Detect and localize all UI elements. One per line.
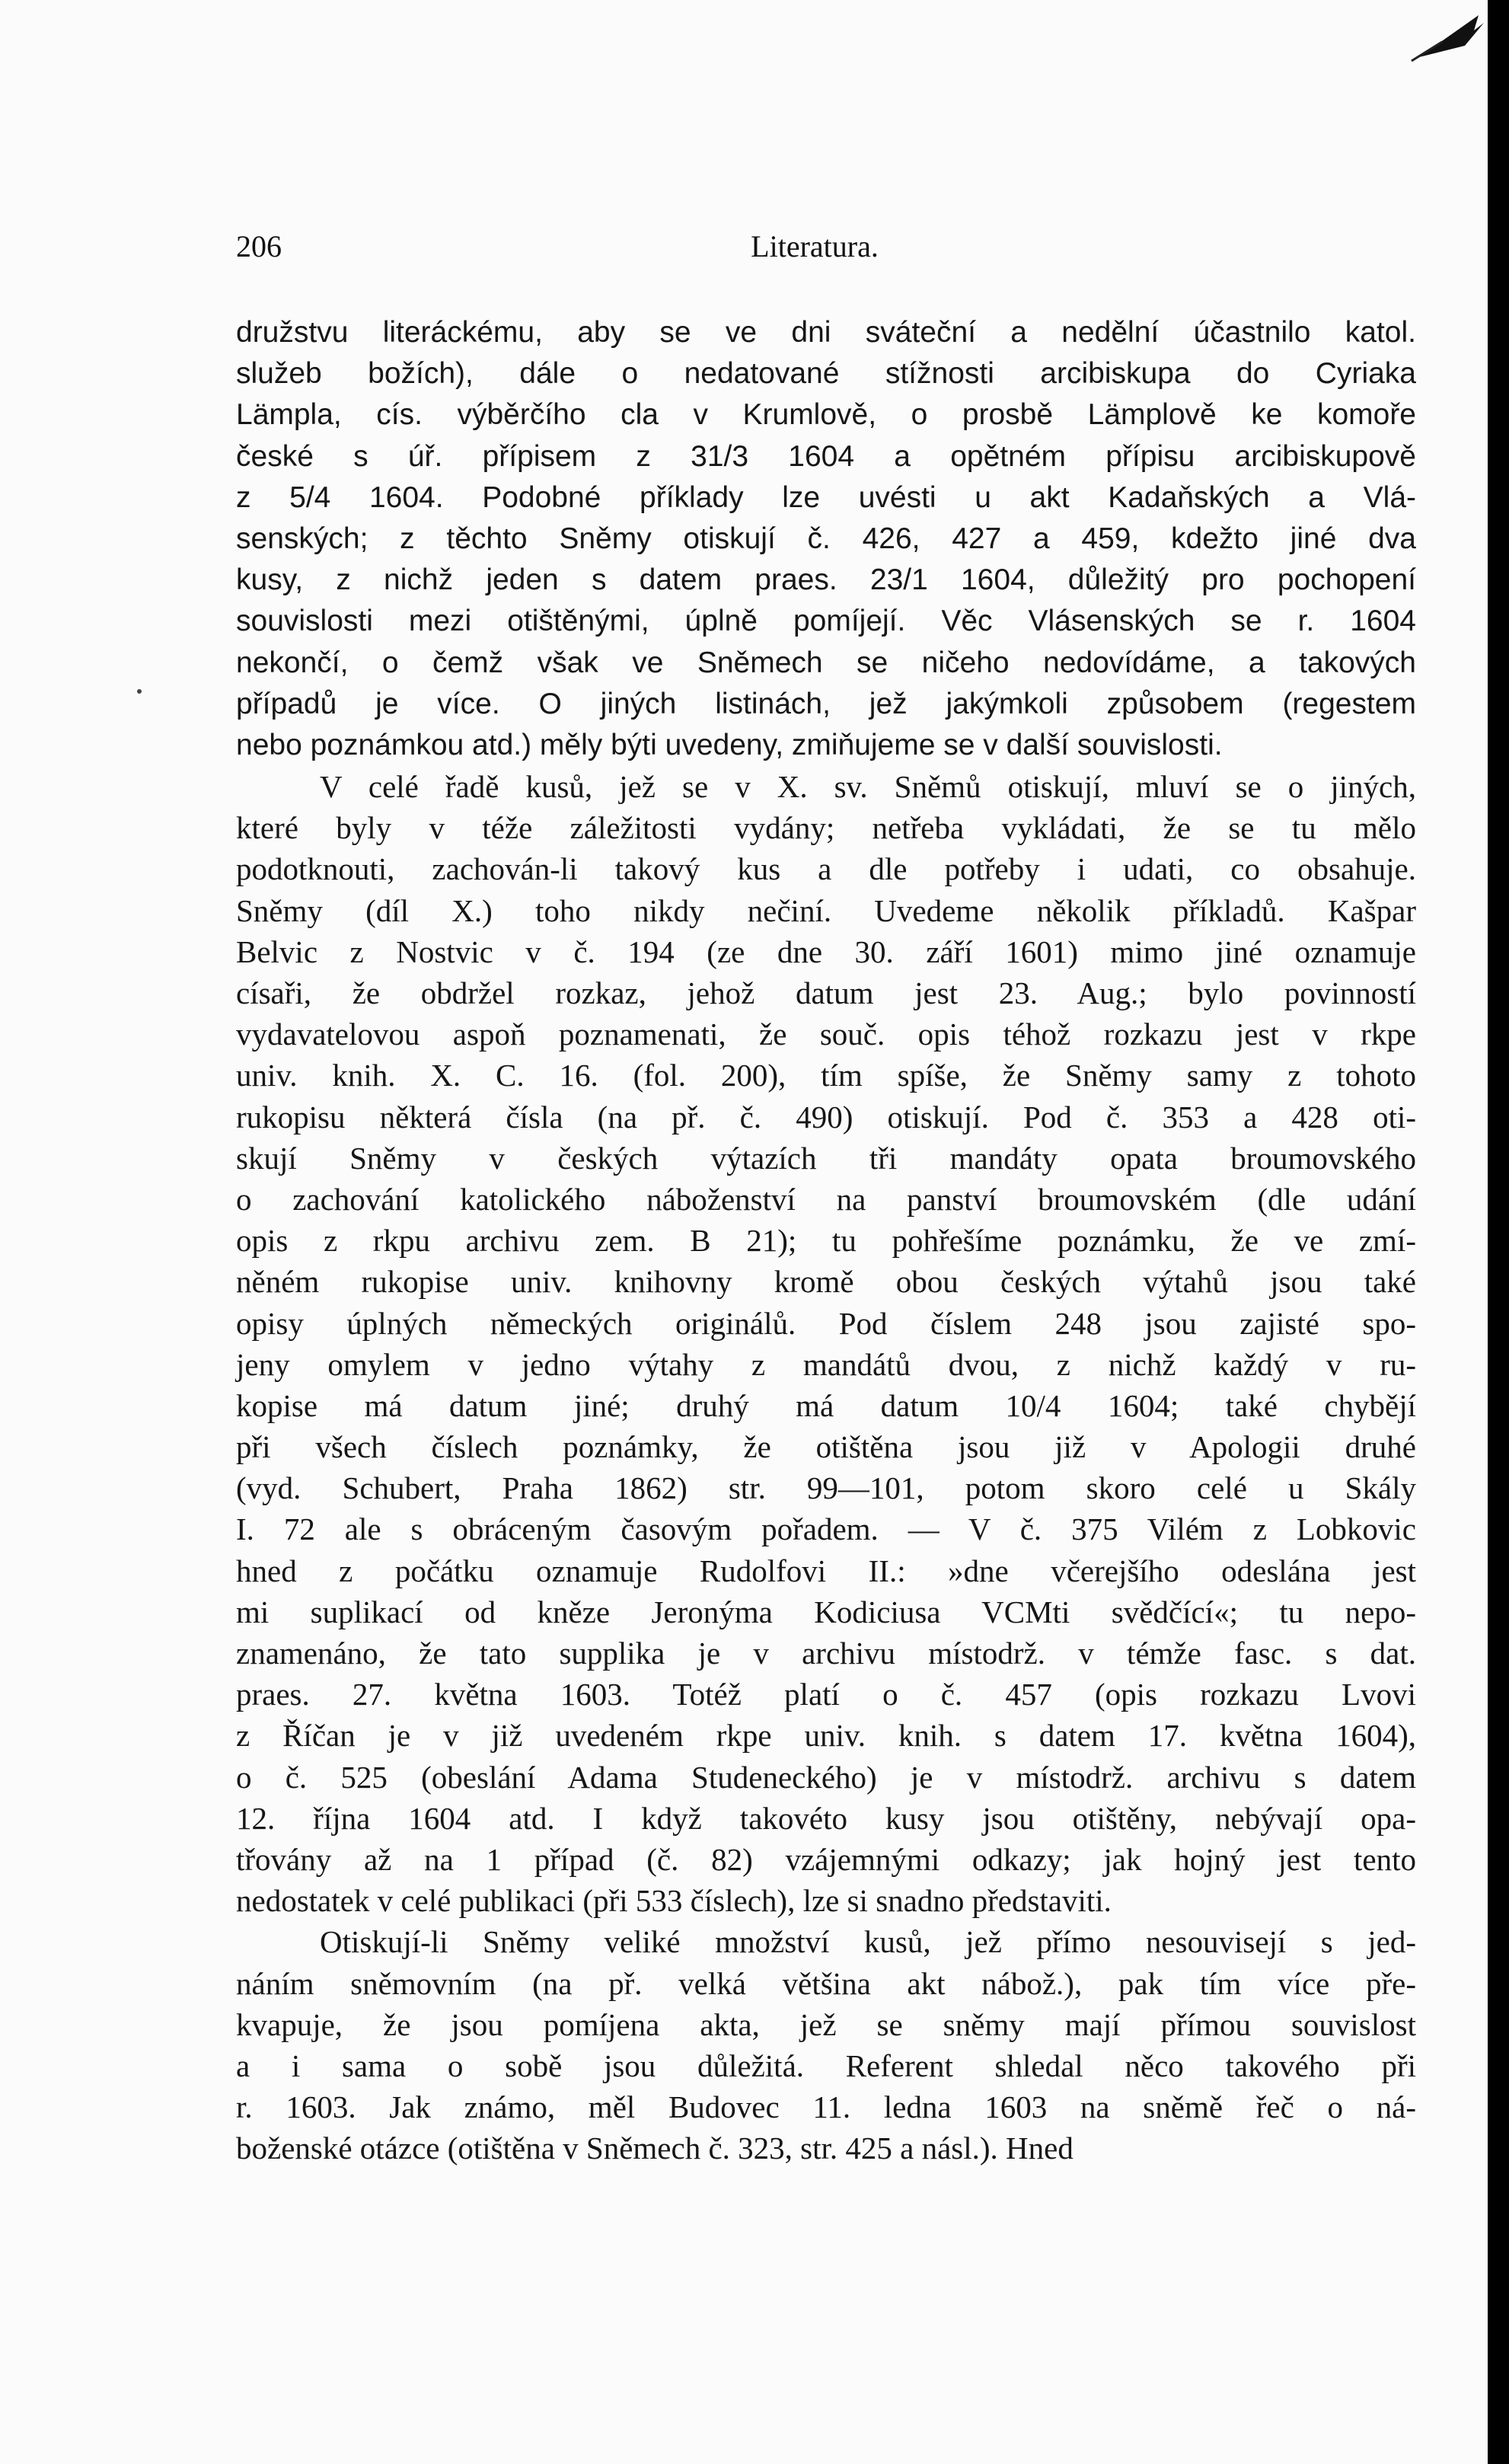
text-line: z 5/4 1604. Podobné příklady lze uvésti u akt Kadaňských a Vlá- [236,480,1416,514]
text-line: služeb božích), dále o nedatované stížnosti arcibiskupa do Cyriaka [236,357,1416,391]
text-line: znamenáno, že tato supplika je v archivu místodrž. v témže fasc. s dat. [236,1636,1416,1671]
text-line: (vyd. Schubert, Praha 1862) str. 99—101, potom skoro celé u Skály [236,1470,1416,1506]
text-line: nekončí, o čemž však ve Sněmech se ničeho nedovídáme, a takových [236,646,1416,679]
text-line: Otiskují-li Sněmy veliké množství kusů, jež přímo nesouvisejí s jed- [320,1924,1416,1960]
text-line: opisy úplných německých originálů. Pod číslem 248 jsou zajisté spo- [236,1305,1416,1341]
text-line: boženské otázce (otištěna v Sněmech č. 323, str. 425 a násl.). Hned [236,2130,1074,2166]
page-header [236,228,1393,274]
text-line: něném rukopise univ. knihovny kromě obou českých výtahů jsou také [236,1264,1416,1300]
text-line: rukopisu některá čísla (na př. č. 490) otiskují. Pod č. 353 a 428 oti- [236,1099,1416,1135]
text-line: které byly v téže záležitosti vydány; netřeba vykládati, že se tu mělo [236,810,1416,846]
text-line: praes. 27. května 1603. Totéž platí o č. 457 (opis rozkazu Lvovi [236,1677,1416,1712]
text-line: Belvic z Nostvic v č. 194 (ze dne 30. září 1601) mimo jiné oznamuje [236,934,1416,969]
running-title: Literatura. [751,229,879,263]
text-line: 12. října 1604 atd. I když takovéto kusy jsou otištěny, nebývají opa- [236,1800,1416,1836]
text-line: třovány až na 1 případ (č. 82) vzájemnými odkazy; jak hojný jest tento [236,1841,1416,1877]
text-line: české s úř. přípisem z 31/3 1604 a opětném přípisu arcibiskupově [236,439,1416,473]
text-line: případů je více. O jiných listinách, jež jakýmkoli způsobem (regestem [236,687,1416,720]
text-line: opis z rkpu archivu zem. B 21); tu pohřešíme poznámku, že ve zmí- [236,1223,1416,1259]
text-line: univ. knih. X. C. 16. (fol. 200), tím spíše, že Sněmy samy z tohoto [236,1058,1416,1093]
text-line: a i sama o sobě jsou důležitá. Referent shledal něco takového při [236,2047,1416,2083]
text-line: družstvu literáckému, aby se ve dni sváteční a nedělní účastnilo katol. [236,316,1416,349]
text-line: vydavatelovou aspoň poznamenati, že souč. opis téhož rozkazu jest v rkpe [236,1017,1416,1052]
page-number: 206 [236,229,282,263]
text-line: Sněmy (díl X.) toho nikdy nečiní. Uvedeme několik příkladů. Kašpar [236,892,1416,928]
text-line: nedostatek v celé publikaci (při 533 číslech), lze si snadno představiti. [236,1883,1112,1919]
text-line: hned z počátku oznamuje Rudolfovi II.: »dne včerejšího odeslána jest [236,1553,1416,1588]
margin-dot [137,689,142,694]
text-line: kusy, z nichž jeden s datem praes. 23/1 1604, důležitý pro pochopení [236,563,1416,597]
text-line: císaři, že obdržel rozkaz, jehož datum jest 23. Aug.; bylo povinností [236,975,1416,1010]
text-line: o č. 525 (obeslání Adama Studeneckého) je v místodrž. archivu s datem [236,1759,1416,1795]
text-line: jeny omylem v jedno výtahy z mandátů dvou, z nichž každý v ru- [236,1346,1416,1382]
text-line: r. 1603. Jak známo, měl Budovec 11. ledna 1603 na sněmě řeč o ná- [236,2089,1416,2125]
text-line: kopise má datum jiné; druhý má datum 10/4 1604; také chybějí [236,1387,1416,1423]
text-line: o zachování katolického náboženství na panství broumovském (dle udání [236,1181,1416,1217]
scan-corner-mark [1389,0,1488,91]
text-line: při všech číslech poznámky, že otištěna jsou již v Apologii druhé [236,1429,1416,1465]
text-line: Lämpla, cís. výběrčího cla v Krumlově, o prosbě Lämplově ke komoře [236,398,1416,432]
text-line: senských; z těchto Sněmy otiskují č. 426, 427 a 459, kdežto jiné dva [236,522,1416,555]
text-line: skují Sněmy v českých výtazích tři mandáty opata broumovského [236,1140,1416,1176]
scan-border [1488,0,1509,2464]
text-line: V celé řadě kusů, jež se v X. sv. Sněmů otiskují, mluví se o jiných, [320,769,1416,805]
body-text [236,312,1416,2169]
text-line: kvapuje, že jsou pomíjena akta, jež se sněmy mají přímou souvislost [236,2006,1416,2042]
text-line: mi suplikací od kněze Jeronýma Kodiciusa VCMti svědčící«; tu nepo- [236,1594,1416,1629]
text-line: z Říčan je v již uvedeném rkpe univ. knih. s datem 17. května 1604), [236,1718,1416,1754]
text-line: souvislosti mezi otištěnými, úplně pomíjejí. Věc Vlásenských se r. 1604 [236,605,1416,638]
text-line: náním sněmovním (na př. velká většina akt nábož.), pak tím více pře- [236,1965,1416,2001]
text-line: podotknouti, zachován-li takový kus a dle potřeby i udati, co obsahuje. [236,851,1416,887]
text-line: I. 72 ale s obráceným časovým pořadem. — V č. 375 Vilém z Lobkovic [236,1511,1416,1547]
text-line: nebo poznámkou atd.) měly býti uvedeny, zmiňujeme se v další souvislosti. [236,728,1223,761]
